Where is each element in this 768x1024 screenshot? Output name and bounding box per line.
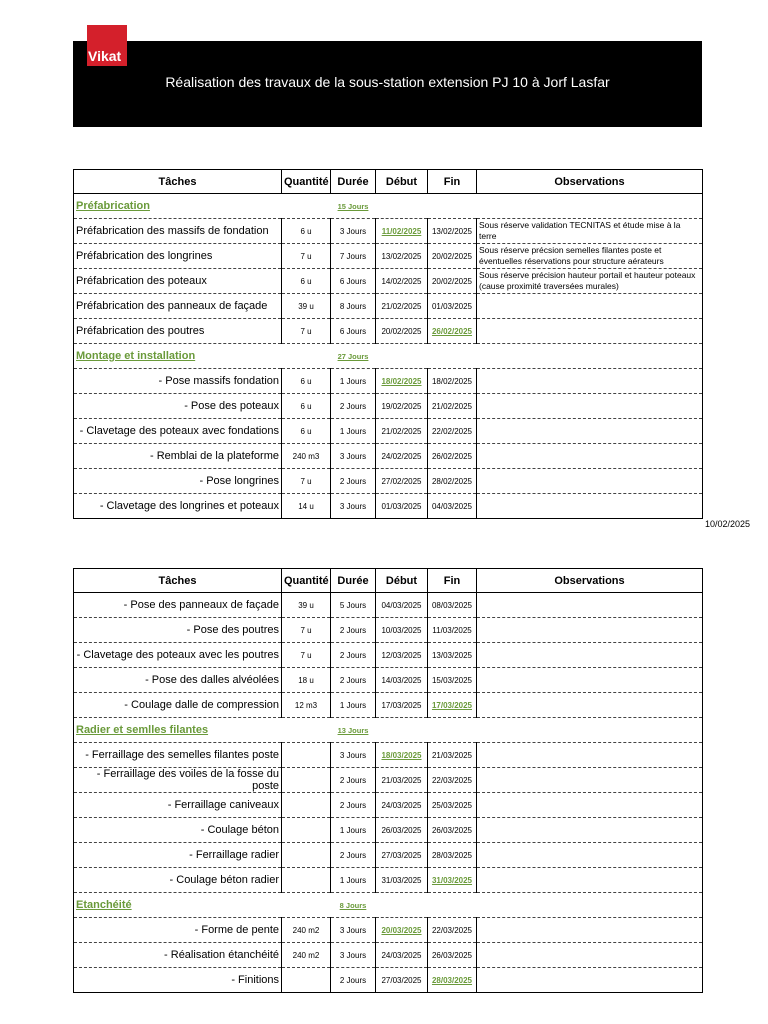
duration-cell: 1 Jours	[331, 868, 376, 893]
end-date-cell: 31/03/2025	[428, 868, 477, 893]
duration-cell: 2 Jours	[331, 968, 376, 993]
duration-cell: 5 Jours	[331, 593, 376, 618]
quantity-cell	[282, 818, 331, 843]
quantity-cell: 240 m3	[282, 444, 331, 469]
end-date-cell: 28/02/2025	[428, 469, 477, 494]
table-row	[74, 968, 703, 993]
section-duration: 27 Jours	[337, 351, 369, 361]
table-row	[74, 419, 703, 444]
table-row	[74, 743, 703, 768]
section-row	[74, 194, 703, 219]
duration-cell: 7 Jours	[331, 244, 376, 269]
start-date-cell: 20/03/2025	[376, 918, 428, 943]
end-date-cell: 01/03/2025	[428, 294, 477, 319]
observation-cell	[477, 843, 703, 868]
duration-cell: 2 Jours	[331, 768, 376, 793]
end-date-cell: 22/02/2025	[428, 419, 477, 444]
quantity-cell: 6 u	[282, 419, 331, 444]
end-date-cell: 26/03/2025	[428, 818, 477, 843]
quantity-cell: 6 u	[282, 394, 331, 419]
task-cell: - Remblai de la plateforme	[74, 444, 282, 469]
start-date-cell: 14/03/2025	[376, 668, 428, 693]
duration-cell: 3 Jours	[331, 743, 376, 768]
end-date-cell: 04/03/2025	[428, 494, 477, 519]
observation-cell	[477, 668, 703, 693]
table-row	[74, 469, 703, 494]
section-row	[74, 718, 703, 743]
table-row	[74, 868, 703, 893]
quantity-cell: 6 u	[282, 219, 331, 244]
quantity-cell: 7 u	[282, 244, 331, 269]
page-title: Réalisation des travaux de la sous-station extension PJ 10 à Jorf Lasfar	[165, 74, 610, 90]
section-duration-cell	[331, 344, 376, 369]
task-cell: - Pose des dalles alvéolées	[74, 668, 282, 693]
duration-cell: 3 Jours	[331, 943, 376, 968]
table-row	[74, 319, 703, 344]
section-row	[74, 893, 703, 918]
vikat-logo	[87, 25, 127, 66]
observation-cell	[477, 818, 703, 843]
table-row	[74, 618, 703, 643]
quantity-cell: 7 u	[282, 319, 331, 344]
quantity-cell: 39 u	[282, 593, 331, 618]
quantity-cell: 12 m3	[282, 693, 331, 718]
start-date-cell: 12/03/2025	[376, 643, 428, 668]
table-header-row	[74, 170, 703, 194]
duration-cell: 1 Jours	[331, 369, 376, 394]
end-date-cell: 28/03/2025	[428, 968, 477, 993]
observation-cell	[477, 469, 703, 494]
col-header-deb: Début	[376, 569, 428, 593]
schedule-table-1	[73, 169, 703, 519]
duration-cell: 1 Jours	[331, 818, 376, 843]
table-row	[74, 918, 703, 943]
section-duration: 15 Jours	[337, 201, 369, 211]
end-date-cell: 15/03/2025	[428, 668, 477, 693]
section-label-cell	[74, 194, 331, 219]
table-row	[74, 369, 703, 394]
table-row	[74, 269, 703, 294]
col-header-obs: Observations	[477, 569, 703, 593]
duration-cell: 2 Jours	[331, 394, 376, 419]
start-date-cell: 31/03/2025	[376, 868, 428, 893]
start-date-cell: 24/02/2025	[376, 444, 428, 469]
section-duration-cell	[331, 893, 376, 918]
start-date-cell: 24/03/2025	[376, 793, 428, 818]
duration-cell: 1 Jours	[331, 693, 376, 718]
end-date-cell: 26/02/2025	[428, 319, 477, 344]
duration-cell: 2 Jours	[331, 793, 376, 818]
end-date-cell: 17/03/2025	[428, 693, 477, 718]
task-cell: - Coulage dalle de compression	[74, 693, 282, 718]
observation-cell	[477, 968, 703, 993]
duration-cell: 6 Jours	[331, 269, 376, 294]
observation-cell	[477, 593, 703, 618]
table-row	[74, 444, 703, 469]
duration-cell: 2 Jours	[331, 469, 376, 494]
duration-cell: 3 Jours	[331, 494, 376, 519]
table-row	[74, 818, 703, 843]
duration-cell: 2 Jours	[331, 643, 376, 668]
table-row	[74, 643, 703, 668]
task-cell: Préfabrication des poutres	[74, 319, 282, 344]
section-label: Montage et installation	[76, 350, 196, 362]
start-date-cell: 26/03/2025	[376, 818, 428, 843]
duration-cell: 3 Jours	[331, 444, 376, 469]
duration-cell: 2 Jours	[331, 668, 376, 693]
start-date-cell: 18/02/2025	[376, 369, 428, 394]
quantity-cell	[282, 843, 331, 868]
date-note: 10/02/2025	[705, 519, 751, 529]
duration-cell: 3 Jours	[331, 918, 376, 943]
quantity-cell: 240 m2	[282, 943, 331, 968]
end-date-cell: 21/03/2025	[428, 743, 477, 768]
section-label: Radier et semlles filantes	[76, 724, 209, 736]
section-label: Etanchéité	[76, 899, 132, 911]
col-header-obs: Observations	[477, 170, 703, 194]
table-row	[74, 943, 703, 968]
end-date-cell: 22/03/2025	[428, 918, 477, 943]
end-date-cell: 20/02/2025	[428, 269, 477, 294]
table-row	[74, 768, 703, 793]
observation-cell: Sous réserve précsion semelles filantes poste et éventuelles réservations pour structure aérateurs	[477, 244, 703, 269]
start-date-cell: 11/02/2025	[376, 219, 428, 244]
section-label-cell	[74, 718, 331, 743]
end-date-cell: 11/03/2025	[428, 618, 477, 643]
task-cell: - Pose massifs fondation	[74, 369, 282, 394]
end-date-cell: 18/02/2025	[428, 369, 477, 394]
quantity-cell	[282, 793, 331, 818]
observation-cell	[477, 618, 703, 643]
start-date-cell: 13/02/2025	[376, 244, 428, 269]
quantity-cell: 7 u	[282, 618, 331, 643]
end-date-cell: 08/03/2025	[428, 593, 477, 618]
observation-cell	[477, 743, 703, 768]
col-header-task: Tâches	[74, 569, 282, 593]
start-date-cell: 21/02/2025	[376, 294, 428, 319]
task-cell: - Clavetage des poteaux avec les poutres	[74, 643, 282, 668]
col-header-dur: Durée	[331, 569, 376, 593]
quantity-cell	[282, 868, 331, 893]
task-cell: - Coulage béton radier	[74, 868, 282, 893]
task-cell: - Pose des panneaux de façade	[74, 593, 282, 618]
task-cell: - Ferraillage caniveaux	[74, 793, 282, 818]
start-date-cell: 21/02/2025	[376, 419, 428, 444]
section-duration: 8 Jours	[339, 900, 367, 910]
end-date-cell: 25/03/2025	[428, 793, 477, 818]
task-cell: - Forme de pente	[74, 918, 282, 943]
start-date-cell: 27/03/2025	[376, 843, 428, 868]
duration-cell: 1 Jours	[331, 419, 376, 444]
duration-cell: 3 Jours	[331, 219, 376, 244]
quantity-cell: 7 u	[282, 643, 331, 668]
table-row	[74, 593, 703, 618]
table-row	[74, 219, 703, 244]
col-header-dur: Durée	[331, 170, 376, 194]
end-date-cell: 13/02/2025	[428, 219, 477, 244]
observation-cell	[477, 793, 703, 818]
observation-cell: Sous réserve validation TECNITAS et étude mise à la terre	[477, 219, 703, 244]
duration-cell: 6 Jours	[331, 319, 376, 344]
section-label: Préfabrication	[76, 200, 150, 212]
quantity-cell	[282, 768, 331, 793]
task-cell: - Pose longrines	[74, 469, 282, 494]
task-cell: Préfabrication des longrines	[74, 244, 282, 269]
schedule-table-2	[73, 568, 703, 993]
observation-cell	[477, 643, 703, 668]
task-cell: - Clavetage des poteaux avec fondations	[74, 419, 282, 444]
section-row	[74, 344, 703, 369]
end-date-cell: 13/03/2025	[428, 643, 477, 668]
quantity-cell: 6 u	[282, 269, 331, 294]
quantity-cell: 7 u	[282, 469, 331, 494]
table-row	[74, 668, 703, 693]
col-header-deb: Début	[376, 170, 428, 194]
start-date-cell: 27/03/2025	[376, 968, 428, 993]
col-header-task: Tâches	[74, 170, 282, 194]
observation-cell	[477, 943, 703, 968]
section-label-cell	[74, 893, 331, 918]
table-row	[74, 294, 703, 319]
table-row	[74, 793, 703, 818]
start-date-cell: 01/03/2025	[376, 494, 428, 519]
table-row	[74, 244, 703, 269]
start-date-cell: 14/02/2025	[376, 269, 428, 294]
quantity-cell: 39 u	[282, 294, 331, 319]
quantity-cell: 18 u	[282, 668, 331, 693]
duration-cell: 8 Jours	[331, 294, 376, 319]
observation-cell: Sous réserve précision hauteur portail et hauteur poteaux (cause proximité traversées murales)	[477, 269, 703, 294]
section-filler	[376, 344, 703, 369]
observation-cell	[477, 419, 703, 444]
end-date-cell: 20/02/2025	[428, 244, 477, 269]
col-header-qty: Quantité	[282, 170, 331, 194]
section-duration-cell	[331, 194, 376, 219]
observation-cell	[477, 394, 703, 419]
observation-cell	[477, 918, 703, 943]
start-date-cell: 24/03/2025	[376, 943, 428, 968]
section-filler	[376, 893, 703, 918]
quantity-cell: 240 m2	[282, 918, 331, 943]
observation-cell	[477, 494, 703, 519]
end-date-cell: 26/02/2025	[428, 444, 477, 469]
task-cell: - Finitions	[74, 968, 282, 993]
start-date-cell: 10/03/2025	[376, 618, 428, 643]
col-header-qty: Quantité	[282, 569, 331, 593]
section-filler	[376, 194, 703, 219]
quantity-cell: 6 u	[282, 369, 331, 394]
task-cell: Préfabrication des panneaux de façade	[74, 294, 282, 319]
col-header-fin: Fin	[428, 569, 477, 593]
task-cell: - Ferraillage radier	[74, 843, 282, 868]
task-cell: - Pose des poteaux	[74, 394, 282, 419]
quantity-cell	[282, 743, 331, 768]
observation-cell	[477, 369, 703, 394]
task-cell: - Coulage béton	[74, 818, 282, 843]
quantity-cell: 14 u	[282, 494, 331, 519]
end-date-cell: 22/03/2025	[428, 768, 477, 793]
start-date-cell: 21/03/2025	[376, 768, 428, 793]
section-label-cell	[74, 344, 331, 369]
observation-cell	[477, 768, 703, 793]
section-filler	[376, 718, 703, 743]
section-duration: 13 Jours	[337, 725, 369, 735]
start-date-cell: 17/03/2025	[376, 693, 428, 718]
col-header-fin: Fin	[428, 170, 477, 194]
observation-cell	[477, 868, 703, 893]
task-cell: - Clavetage des longrines et poteaux	[74, 494, 282, 519]
table-row	[74, 394, 703, 419]
section-duration-cell	[331, 718, 376, 743]
task-cell: - Ferraillage des semelles filantes poste	[74, 743, 282, 768]
start-date-cell: 19/02/2025	[376, 394, 428, 419]
task-cell: - Ferraillage des voiles de la fosse du poste	[74, 768, 282, 793]
task-cell: - Réalisation étanchéité	[74, 943, 282, 968]
observation-cell	[477, 319, 703, 344]
table-row	[74, 843, 703, 868]
quantity-cell	[282, 968, 331, 993]
observation-cell	[477, 693, 703, 718]
duration-cell: 2 Jours	[331, 618, 376, 643]
logo-text: Vikat	[88, 48, 122, 64]
table-row	[74, 693, 703, 718]
table-row	[74, 494, 703, 519]
observation-cell	[477, 294, 703, 319]
task-cell: Préfabrication des poteaux	[74, 269, 282, 294]
task-cell: Préfabrication des massifs de fondation	[74, 219, 282, 244]
end-date-cell: 28/03/2025	[428, 843, 477, 868]
task-cell: - Pose des poutres	[74, 618, 282, 643]
start-date-cell: 04/03/2025	[376, 593, 428, 618]
start-date-cell: 27/02/2025	[376, 469, 428, 494]
end-date-cell: 21/02/2025	[428, 394, 477, 419]
table-header-row	[74, 569, 703, 593]
start-date-cell: 18/03/2025	[376, 743, 428, 768]
observation-cell	[477, 444, 703, 469]
duration-cell: 2 Jours	[331, 843, 376, 868]
end-date-cell: 26/03/2025	[428, 943, 477, 968]
start-date-cell: 20/02/2025	[376, 319, 428, 344]
